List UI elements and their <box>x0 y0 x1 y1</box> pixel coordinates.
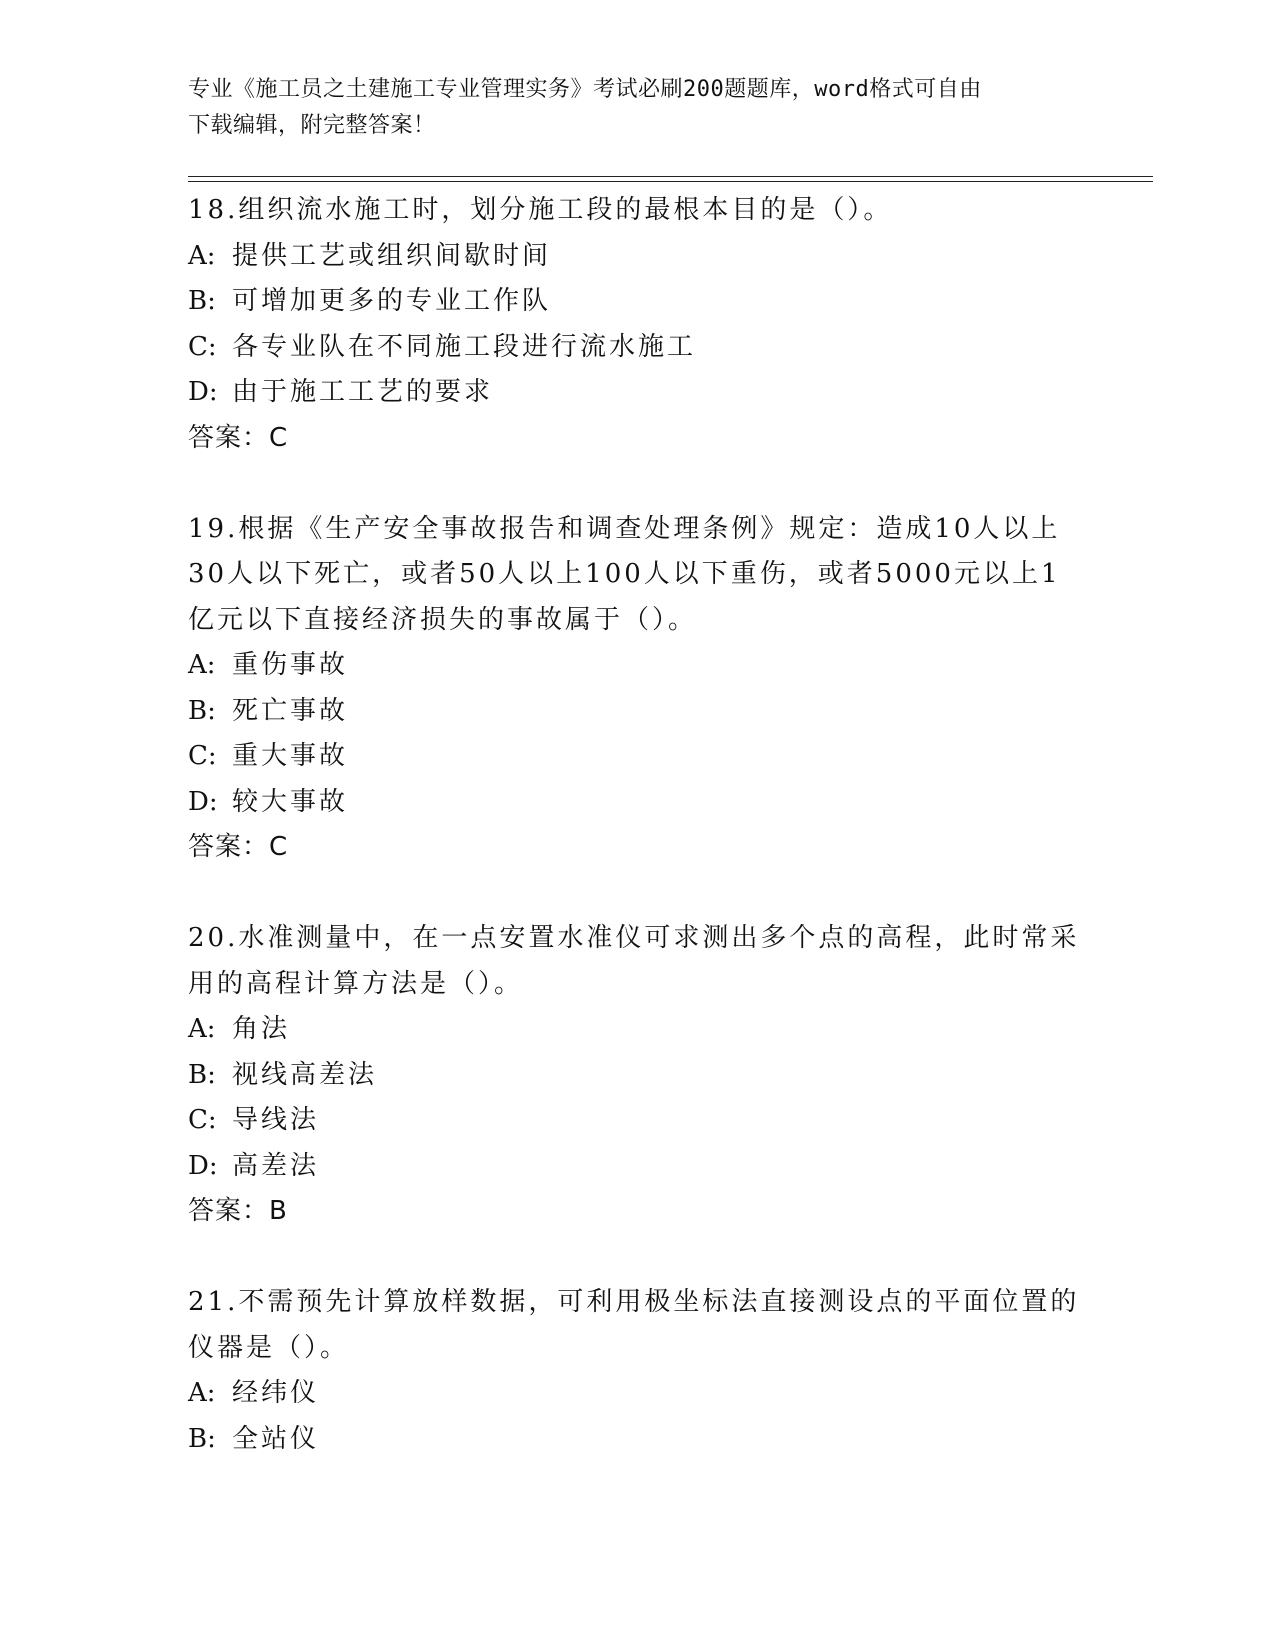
question-text: 20.水准测量中，在一点安置水准仪可求测出多个点的高程，此时常采用的高程计算方法是（）。 <box>188 923 1080 999</box>
question-text: 19.根据《生产安全事故报告和调查处理条例》规定：造成10人以上30人以下死亡，或者50人以上100人以下重伤，或者5000元以上1亿元以下直接经济损失的事故属于（）。 <box>188 513 1061 635</box>
option-key: C: <box>188 1105 217 1135</box>
option-d <box>188 780 1088 826</box>
option-text: 高差法 <box>232 1150 320 1181</box>
option-b <box>188 689 1088 735</box>
question-text: 21.不需预先计算放样数据，可利用极坐标法直接测设点的平面位置的仪器是（）。 <box>188 1287 1080 1363</box>
option-text: 由于施工工艺的要求 <box>232 377 494 407</box>
option-text: 角法 <box>232 1014 291 1044</box>
option-c <box>188 1098 1088 1144</box>
question-19 <box>188 507 1088 871</box>
option-a <box>188 1371 1088 1417</box>
option-key: A: <box>188 240 216 271</box>
option-a <box>188 234 1088 280</box>
option-key: B: <box>188 1423 216 1454</box>
header-line-1: 专业《施工员之土建施工专业管理实务》考试必刷200题题库，word格式可自由 <box>188 77 982 102</box>
option-key: A: <box>188 1378 216 1408</box>
answer: 答案：B <box>188 1196 288 1226</box>
option-b <box>188 1053 1088 1099</box>
option-b <box>188 1417 1088 1463</box>
option-key: B: <box>188 1059 216 1090</box>
question-21 <box>188 1280 1088 1462</box>
option-text: 可增加更多的专业工作队 <box>232 286 552 316</box>
header-line-2: 下载编辑，附完整答案！ <box>188 113 436 138</box>
option-key: A: <box>188 650 216 680</box>
option-key: D: <box>188 377 218 407</box>
option-text: 提供工艺或组织间歇时间 <box>232 240 552 271</box>
spacer <box>188 1235 1088 1281</box>
option-text: 视线高差法 <box>232 1059 378 1090</box>
question-18 <box>188 188 1088 461</box>
question-list <box>188 188 1088 1462</box>
document-header <box>188 72 1088 144</box>
option-key: D: <box>188 786 218 817</box>
question-20 <box>188 916 1088 1235</box>
option-d <box>188 370 1088 416</box>
answer: 答案：C <box>188 422 289 453</box>
header-divider-top <box>188 176 1153 177</box>
option-key: A: <box>188 1014 216 1044</box>
spacer <box>188 871 1088 917</box>
option-text: 导线法 <box>232 1105 320 1135</box>
option-b <box>188 279 1088 325</box>
option-text: 经纬仪 <box>232 1378 320 1408</box>
option-key: B: <box>188 695 216 726</box>
option-text: 重大事故 <box>232 741 349 771</box>
option-c <box>188 734 1088 780</box>
option-key: C: <box>188 741 217 771</box>
option-key: C: <box>188 331 217 362</box>
option-a <box>188 1007 1088 1053</box>
option-text: 全站仪 <box>232 1423 320 1454</box>
option-text: 重伤事故 <box>232 650 349 680</box>
question-text: 18.组织流水施工时，划分施工段的最根本目的是（）。 <box>188 195 893 225</box>
option-c <box>188 325 1088 371</box>
option-text: 死亡事故 <box>232 695 349 726</box>
option-text: 各专业队在不同施工段进行流水施工 <box>232 331 697 362</box>
option-d <box>188 1144 1088 1190</box>
answer: 答案：C <box>188 832 289 862</box>
spacer <box>188 461 1088 507</box>
option-text: 较大事故 <box>232 786 349 817</box>
option-key: B: <box>188 286 216 316</box>
option-a <box>188 643 1088 689</box>
option-key: D: <box>188 1150 218 1181</box>
header-divider-bottom <box>188 181 1153 182</box>
